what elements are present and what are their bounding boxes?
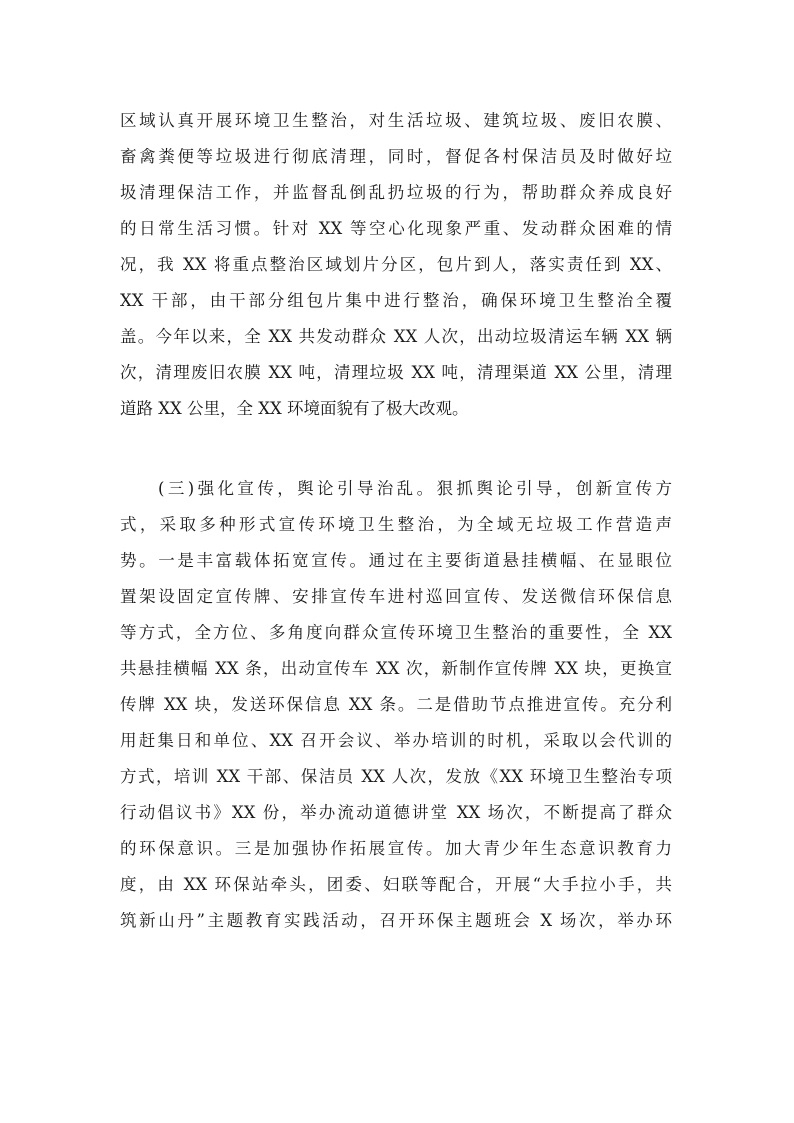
paragraph-2-line-7: 传牌 XX 块，发送环保信息 XX 条。二是借助节点推进宣传。充分利 (120, 695, 672, 714)
paragraph-2-line-6: 共悬挂横幅 XX 条，出动宣传车 XX 次，新制作宣传牌 XX 块，更换宣 (120, 659, 672, 678)
paragraph-2-line-11: 的环保意识。三是加强协作拓展宣传。加大青少年生态意识教育力 (120, 839, 672, 858)
paragraph-2-line-9: 方式，培训 XX 干部、保洁员 XX 人次，发放《XX 环境卫生整治专项 (120, 767, 672, 786)
paragraph-2-line-13: 筑新山丹”主题教育实践活动，召开环保主题班会 X 场次，举办环 (120, 911, 672, 930)
paragraph-1-line-1: 区域认真开展环境卫生整治，对生活垃圾、建筑垃圾、废旧农膜、 (120, 111, 672, 130)
paragraph-1-line-3: 圾清理保洁工作，并监督乱倒乱扔垃圾的行为，帮助群众养成良好 (120, 183, 672, 202)
paragraph-1-line-4: 的日常生活习惯。针对 XX 等空心化现象严重、发动群众困难的情 (120, 219, 672, 238)
paragraph-2-line-8: 用赶集日和单位、XX 召开会议、举办培训的时机，采取以会代训的 (120, 731, 672, 750)
paragraph-1-line-7: 盖。今年以来，全 XX 共发动群众 XX 人次，出动垃圾清运车辆 XX 辆 (120, 327, 672, 346)
paragraph-1-line-5: 况，我 XX 将重点整治区域划片分区，包片到人，落实责任到 XX、 (120, 255, 672, 274)
paragraph-2-line-5: 等方式，全方位、多角度向群众宣传环境卫生整治的重要性，全 XX (120, 623, 672, 642)
paragraph-1-line-2: 畜禽粪便等垃圾进行彻底清理，同时，督促各村保洁员及时做好垃 (120, 147, 672, 166)
paragraph-2-line-4: 置架设固定宣传牌、安排宣传车进村巡回宣传、发送微信环保信息 (120, 587, 672, 606)
section-3-heading-line: (三)强化宣传，舆论引导治乱。狠抓舆论引导，创新宣传方 (158, 479, 672, 498)
paragraph-1-line-6: XX 干部，由干部分组包片集中进行整治，确保环境卫生整治全覆 (120, 291, 672, 310)
paragraph-1-line-9: 道路 XX 公里，全 XX 环境面貌有了极大改观。 (120, 399, 469, 418)
paragraph-1-line-8: 次，清理废旧农膜 XX 吨，清理垃圾 XX 吨，清理渠道 XX 公里，清理 (120, 363, 672, 382)
paragraph-2-line-10: 行动倡议书》XX 份，举办流动道德讲堂 XX 场次，不断提高了群众 (120, 803, 672, 822)
paragraph-2-line-12: 度，由 XX 环保站牵头，团委、妇联等配合，开展“大手拉小手，共 (120, 875, 672, 894)
paragraph-2-line-3: 势。一是丰富载体拓宽宣传。通过在主要街道悬挂横幅、在显眼位 (120, 551, 672, 570)
paragraph-2-line-2: 式，采取多种形式宣传环境卫生整治，为全域无垃圾工作营造声 (120, 515, 672, 534)
